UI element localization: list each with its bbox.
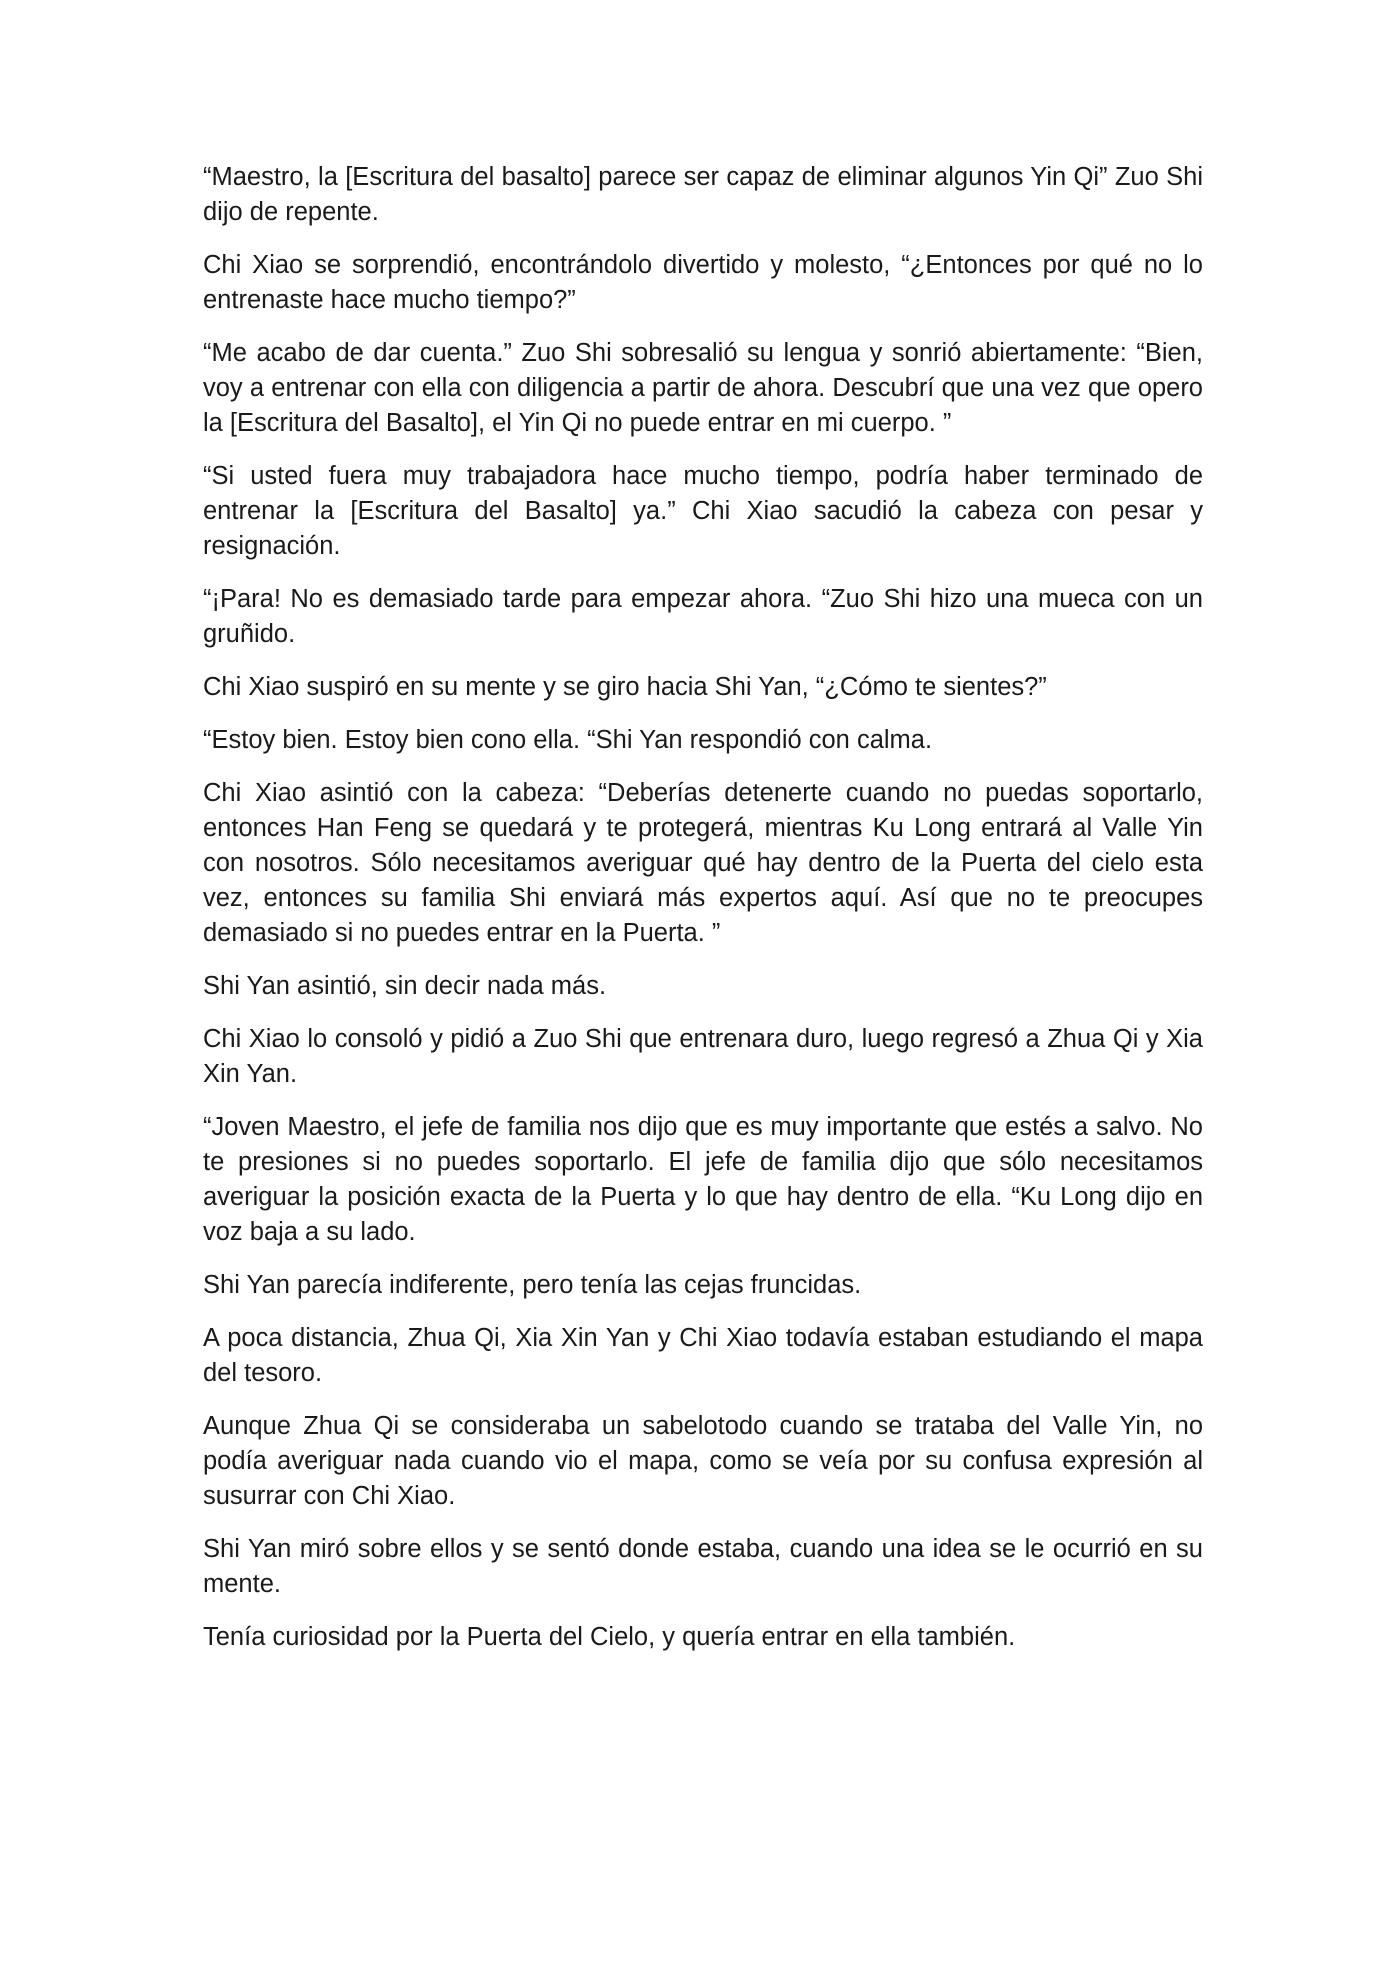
paragraph: “Me acabo de dar cuenta.” Zuo Shi sobresalió su lengua y sonrió abiertamente: “Bien, voy a entrenar con ella con diligencia a partir de ahora. Descubrí que una vez que opero la [Escritura del Basalto], el Yin Qi no puede entrar en mi cuerpo. ” (203, 339, 1203, 437)
paragraph: “Maestro, la [Escritura del basalto] parece ser capaz de eliminar algunos Yin Qi” Zuo Shi dijo de repente. (203, 163, 1203, 226)
paragraph: “Si usted fuera muy trabajadora hace mucho tiempo, podría haber terminado de entrenar la [Escritura del Basalto] ya.” Chi Xiao sacudió la cabeza con pesar y resignación. (203, 462, 1203, 560)
paragraph: Chi Xiao suspiró en su mente y se giro hacia Shi Yan, “¿Cómo te sientes?” (203, 673, 1047, 701)
paragraph: Shi Yan parecía indiferente, pero tenía las cejas fruncidas. (203, 1271, 862, 1299)
paragraph: Aunque Zhua Qi se consideraba un sabelotodo cuando se trataba del Valle Yin, no podía averiguar nada cuando vio el mapa, como se veía por su confusa expresión al susurrar con Chi Xiao. (203, 1412, 1203, 1510)
paragraph: Shi Yan asintió, sin decir nada más. (203, 972, 607, 1000)
paragraph: “Joven Maestro, el jefe de familia nos dijo que es muy importante que estés a salvo. No te presiones si no puedes soportarlo. El jefe de familia dijo que sólo necesitamos averiguar la posición exacta de la Puerta y lo que hay dentro de ella. “Ku Long dijo en voz baja a su lado. (203, 1113, 1203, 1246)
paragraph: “¡Para! No es demasiado tarde para empezar ahora. “Zuo Shi hizo una mueca con un gruñido. (203, 585, 1203, 648)
paragraph: A poca distancia, Zhua Qi, Xia Xin Yan y Chi Xiao todavía estaban estudiando el mapa del tesoro. (203, 1324, 1203, 1387)
paragraph: Chi Xiao lo consoló y pidió a Zuo Shi que entrenara duro, luego regresó a Zhua Qi y Xia Xin Yan. (203, 1025, 1203, 1088)
paragraph: Shi Yan miró sobre ellos y se sentó donde estaba, cuando una idea se le ocurrió en su mente. (203, 1535, 1203, 1598)
document-body (203, 160, 1203, 1673)
paragraph: “Estoy bien. Estoy bien cono ella. “Shi Yan respondió con calma. (203, 726, 933, 754)
paragraph: Chi Xiao se sorprendió, encontrándolo divertido y molesto, “¿Entonces por qué no lo entrenaste hace mucho tiempo?” (203, 251, 1203, 314)
paragraph: Chi Xiao asintió con la cabeza: “Deberías detenerte cuando no puedas soportarlo, entonces Han Feng se quedará y te protegerá, mientras Ku Long entrará al Valle Yin con nosotros. Sólo necesitamos averiguar qué hay dentro de la Puerta del cielo esta vez, entonces su familia Shi enviará más expertos aquí. Así que no te preocupes demasiado si no puedes entrar en la Puerta. ” (203, 779, 1203, 947)
paragraph: Tenía curiosidad por la Puerta del Cielo, y quería entrar en ella también. (203, 1623, 1016, 1651)
